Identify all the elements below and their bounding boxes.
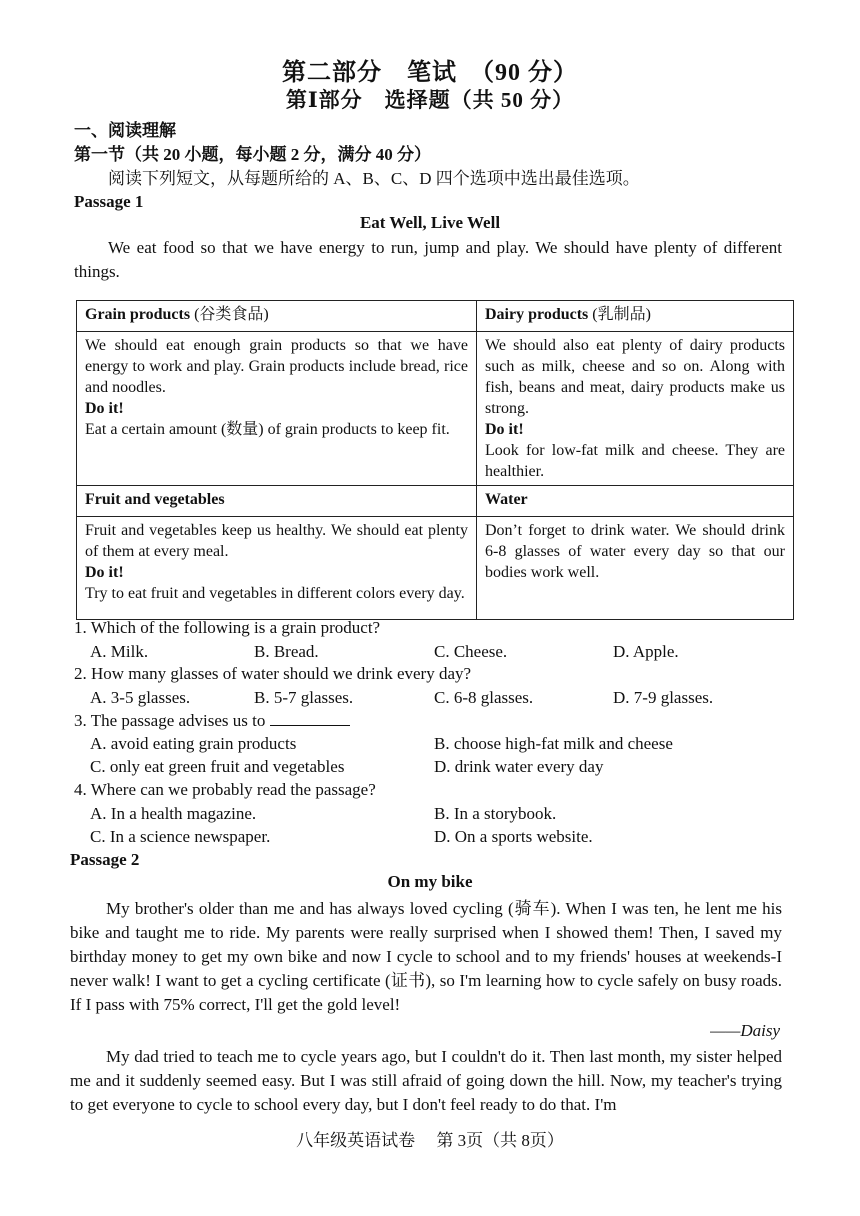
grain-heading-cell bbox=[77, 301, 477, 332]
grain-doit-text: Eat a certain amount (数量) of grain products to keep fit. bbox=[85, 421, 450, 438]
question-2: 2. How many glasses of water should we drink every day? bbox=[74, 664, 472, 683]
dairy-heading-cn: (乳制品) bbox=[592, 306, 651, 323]
q1-option-b: B. Bread. bbox=[254, 642, 319, 661]
dairy-doit-label: Do it! bbox=[485, 421, 524, 438]
q4-option-d: D. On a sports website. bbox=[434, 827, 593, 846]
passage1-intro: We eat food so that we have energy to run, jump and play. We should have plenty of different things. bbox=[74, 238, 782, 281]
grain-text: We should eat enough grain products so that we have energy to work and play. Grain products include bread, rice and noodles. bbox=[85, 337, 468, 396]
grain-heading-cn: (谷类食品) bbox=[194, 306, 269, 323]
passage2-paragraph-1: My brother's older than me and has always loved cycling (骑车). When I was ten, he lent me his bike and taught me to ride. My parents were really surprised when I showed them! Then, I saved my birthday money to get my own bike and now I cycle to school and to my friends' houses at weekends-I never walk! I want to get a cycling certificate (证书), so I'm learning how to cycle safely on busy roads. If I pass with 75% correct, I'll get the gold level! bbox=[70, 899, 782, 1014]
q4-option-a: A. In a health magazine. bbox=[90, 804, 257, 823]
dairy-doit-text: Look for low-fat milk and cheese. They are healthier. bbox=[485, 442, 785, 480]
question-3 bbox=[74, 711, 350, 731]
fruit-doit-text: Try to eat fruit and vegetables in different colors every day. bbox=[85, 585, 465, 602]
section-heading: 一、阅读理解 bbox=[74, 121, 176, 140]
q3-option-d: D. drink water every day bbox=[434, 757, 604, 776]
water-body-cell bbox=[477, 517, 794, 620]
section-instruction: 阅读下列短文，从每题所给的 A、B、C、D 四个选项中选出最佳选项。 bbox=[108, 169, 640, 188]
q2-option-d: D. 7-9 glasses. bbox=[613, 688, 714, 707]
question-3-stem: 3. The passage advises us to bbox=[74, 711, 266, 730]
q1-option-a: A. Milk. bbox=[90, 642, 149, 661]
passage2-paragraph-2: My dad tried to teach me to cycle years ago, but I couldn't do it. Then last month, my sister helped me and it suddenly seemed easy. But I was still afraid of going down the hill. Now, my teacher's trying to get everyone to cycle to school every day, but I don't feel ready to do that. I'm bbox=[70, 1047, 782, 1114]
q2-option-c: C. 6-8 glasses. bbox=[434, 688, 534, 707]
q3-option-b: B. choose high-fat milk and cheese bbox=[434, 734, 673, 753]
q3-option-a: A. avoid eating grain products bbox=[90, 734, 297, 753]
question-4: 4. Where can we probably read the passage? bbox=[74, 780, 376, 799]
food-table bbox=[76, 300, 794, 620]
part-title: 第二部分 笔试 （90 分） bbox=[282, 60, 578, 86]
passage2-label: Passage 2 bbox=[70, 850, 140, 869]
section-subheading: 第一节（共 20 小题，每小题 2 分，满分 40 分） bbox=[74, 145, 431, 164]
fruit-heading-cell bbox=[77, 486, 477, 517]
section-title: 第Ⅰ部分 选择题（共 50 分） bbox=[285, 88, 575, 112]
page-footer: 八年级英语试卷 第 3页（共 8页） bbox=[296, 1131, 564, 1150]
q4-option-b: B. In a storybook. bbox=[434, 804, 557, 823]
q2-option-a: A. 3-5 glasses. bbox=[90, 688, 191, 707]
water-heading: Water bbox=[485, 491, 528, 508]
grain-heading: Grain products bbox=[85, 306, 191, 323]
question-1: 1. Which of the following is a grain product? bbox=[74, 618, 381, 637]
q1-option-c: C. Cheese. bbox=[434, 642, 508, 661]
q1-option-d: D. Apple. bbox=[613, 642, 679, 661]
grain-doit-label: Do it! bbox=[85, 400, 124, 417]
dairy-heading-cell bbox=[477, 301, 794, 332]
passage2-title: On my bike bbox=[387, 872, 473, 891]
water-heading-cell bbox=[477, 486, 794, 517]
passage1-title: Eat Well, Live Well bbox=[359, 213, 501, 232]
passage1-label: Passage 1 bbox=[74, 192, 144, 211]
dairy-text: We should also eat plenty of dairy products such as milk, cheese and so on. Along with fish, beans and meat, dairy products make us strong. bbox=[485, 337, 785, 417]
answer-blank bbox=[270, 711, 350, 726]
fruit-body-cell bbox=[77, 517, 477, 620]
q4-option-c: C. In a science newspaper. bbox=[90, 827, 271, 846]
fruit-heading: Fruit and vegetables bbox=[85, 491, 225, 508]
grain-body-cell bbox=[77, 332, 477, 486]
dairy-body-cell bbox=[477, 332, 794, 486]
q2-option-b: B. 5-7 glasses. bbox=[254, 688, 354, 707]
dairy-heading: Dairy products bbox=[485, 306, 589, 323]
signature-daisy: ——Daisy bbox=[710, 1021, 780, 1040]
q3-option-c: C. only eat green fruit and vegetables bbox=[90, 757, 345, 776]
fruit-text: Fruit and vegetables keep us healthy. We should eat plenty of them at every meal. bbox=[85, 522, 468, 560]
fruit-doit-label: Do it! bbox=[85, 564, 124, 581]
water-text: Don’t forget to drink water. We should drink 6-8 glasses of water every day so that our bodies work well. bbox=[485, 522, 785, 581]
